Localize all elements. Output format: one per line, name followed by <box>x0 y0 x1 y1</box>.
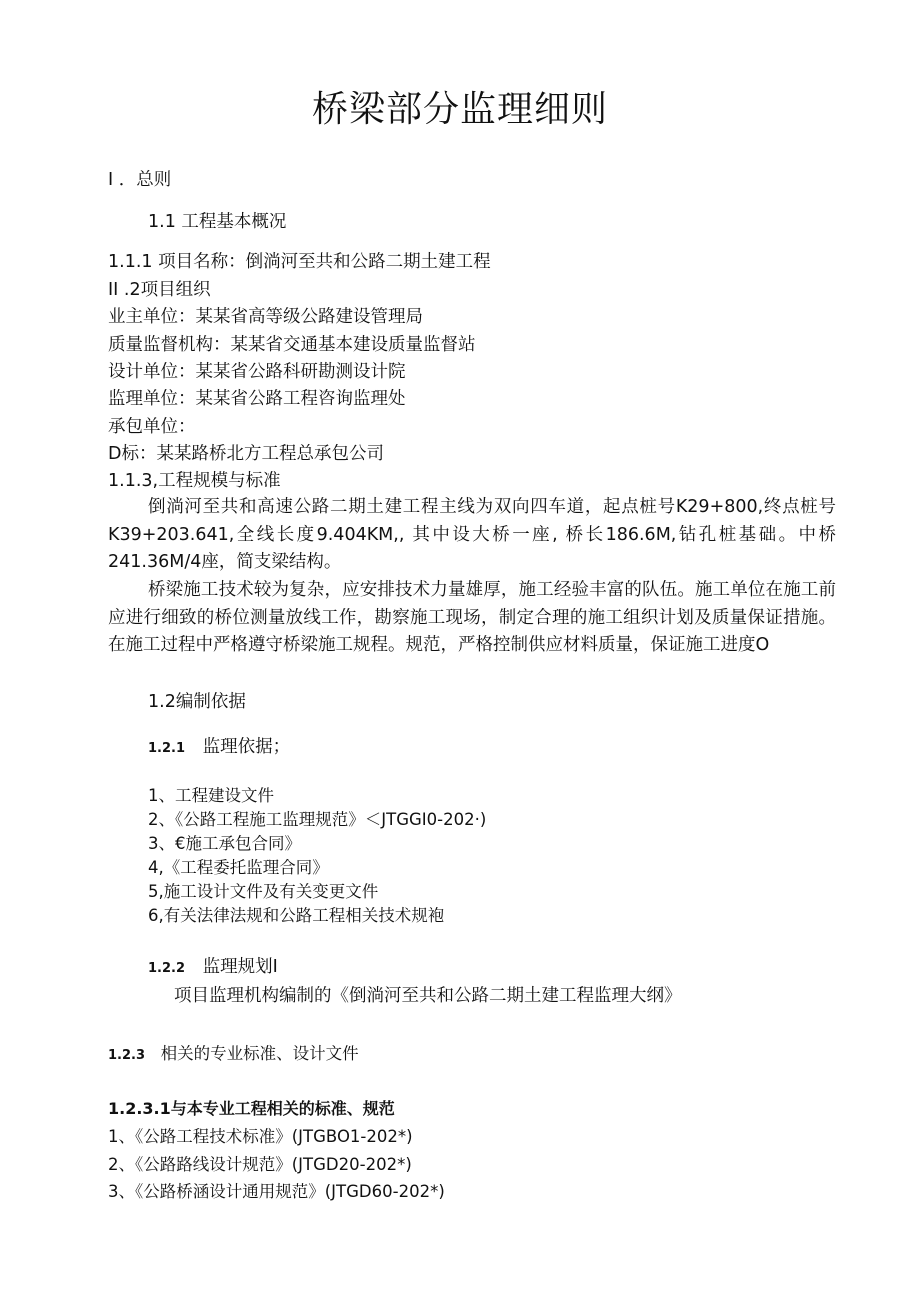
standard-item: 1、《公路工程技术标准》(JTGBO1-202*) <box>108 1127 413 1146</box>
basis-item: 5,施工设计文件及有关变更文件 <box>148 882 379 901</box>
heading-1-1: 1.1 工程基本概况 <box>148 212 287 232</box>
project-name: 1.1.1 项目名称：倒淌河至共和公路二期土建工程 <box>108 252 491 272</box>
basis-item: 6,有关法律法规和公路工程相关技术规袍 <box>148 906 445 925</box>
heading-1-2-1-number: 1.2.1 <box>148 741 186 756</box>
heading-1-2-1 <box>148 735 290 761</box>
basis-item: 4,《工程委托监理合同》 <box>148 858 329 877</box>
section-general-heading: I ．总则 <box>108 170 172 190</box>
supervision-unit: 监理单位：某某省公路工程咨询监理处 <box>108 389 406 409</box>
supervision-plan-text: 项目监理机构编制的《倒淌河至共和公路二期土建工程监理大纲》 <box>174 986 682 1006</box>
scale-paragraph <box>108 494 836 577</box>
basis-item: 3、€施工承包合同》 <box>148 834 301 853</box>
owner-unit: 业主单位：某某省高等级公路建设管理局 <box>108 307 423 327</box>
heading-1-1-3: 1.1.3,工程规模与标准 <box>108 471 281 491</box>
scale-paragraph-text: 倒淌河至共和高速公路二期土建工程主线为双向四车道，起点桩号K29+800,终点桩号K39+203.641,全线长度9.404KM,, 其中设大桥一座, 桥长186.6M,钻孔桩基础。中桥241.36M/4座，简支梁结构。 <box>108 497 836 572</box>
heading-1-2: 1.2编制依据 <box>148 692 246 712</box>
basis-item: 2、《公路工程施工监理规范》＜JTGGI0-202·) <box>148 810 487 829</box>
standard-item: 2、《公路路线设计规范》(JTGD20-202*) <box>108 1155 412 1174</box>
heading-1-2-3-1: 1.2.3.1与本专业工程相关的标准、规范 <box>108 1099 395 1118</box>
heading-1-2-1-text: 监理依据； <box>202 737 291 757</box>
standard-item: 3、《公路桥涵设计通用规范》(JTGD60-202*) <box>108 1182 445 1201</box>
basis-item: 1、工程建设文件 <box>148 786 274 805</box>
heading-1-2-3 <box>108 1042 359 1068</box>
quality-supervision-agency: 质量监督机构：某某省交通基本建设质量监督站 <box>108 335 476 355</box>
heading-1-2-2-text: 监理规划I <box>202 957 278 977</box>
contractor-unit: 承包单位： <box>108 417 196 437</box>
construction-paragraph-text: 桥梁施工技术较为复杂，应安排技术力量雄厚，施工经验丰富的队伍。施工单位在施工前应进行细致的桥位测量放线工作，勘察施工现场，制定合理的施工组织计划及质量保证措施。在施工过程中严格遵守桥梁施工规程。规范，严格控制供应材料质量，保证施工进度O <box>108 580 836 655</box>
heading-1-2-3-text: 相关的专业标准、设计文件 <box>160 1044 359 1063</box>
construction-paragraph <box>108 577 836 660</box>
heading-1-2-3-number: 1.2.3 <box>108 1048 146 1063</box>
design-unit: 设计单位：某某省公路科研勘测设计院 <box>108 362 406 382</box>
section-d-contractor: D标：某某路桥北方工程总承包公司 <box>108 444 384 464</box>
document-title: 桥梁部分监理细则 <box>311 89 608 130</box>
heading-1-2-2 <box>148 955 278 981</box>
heading-1-1-2: II .2项目组织 <box>108 280 211 300</box>
heading-1-2-2-number: 1.2.2 <box>148 961 186 976</box>
